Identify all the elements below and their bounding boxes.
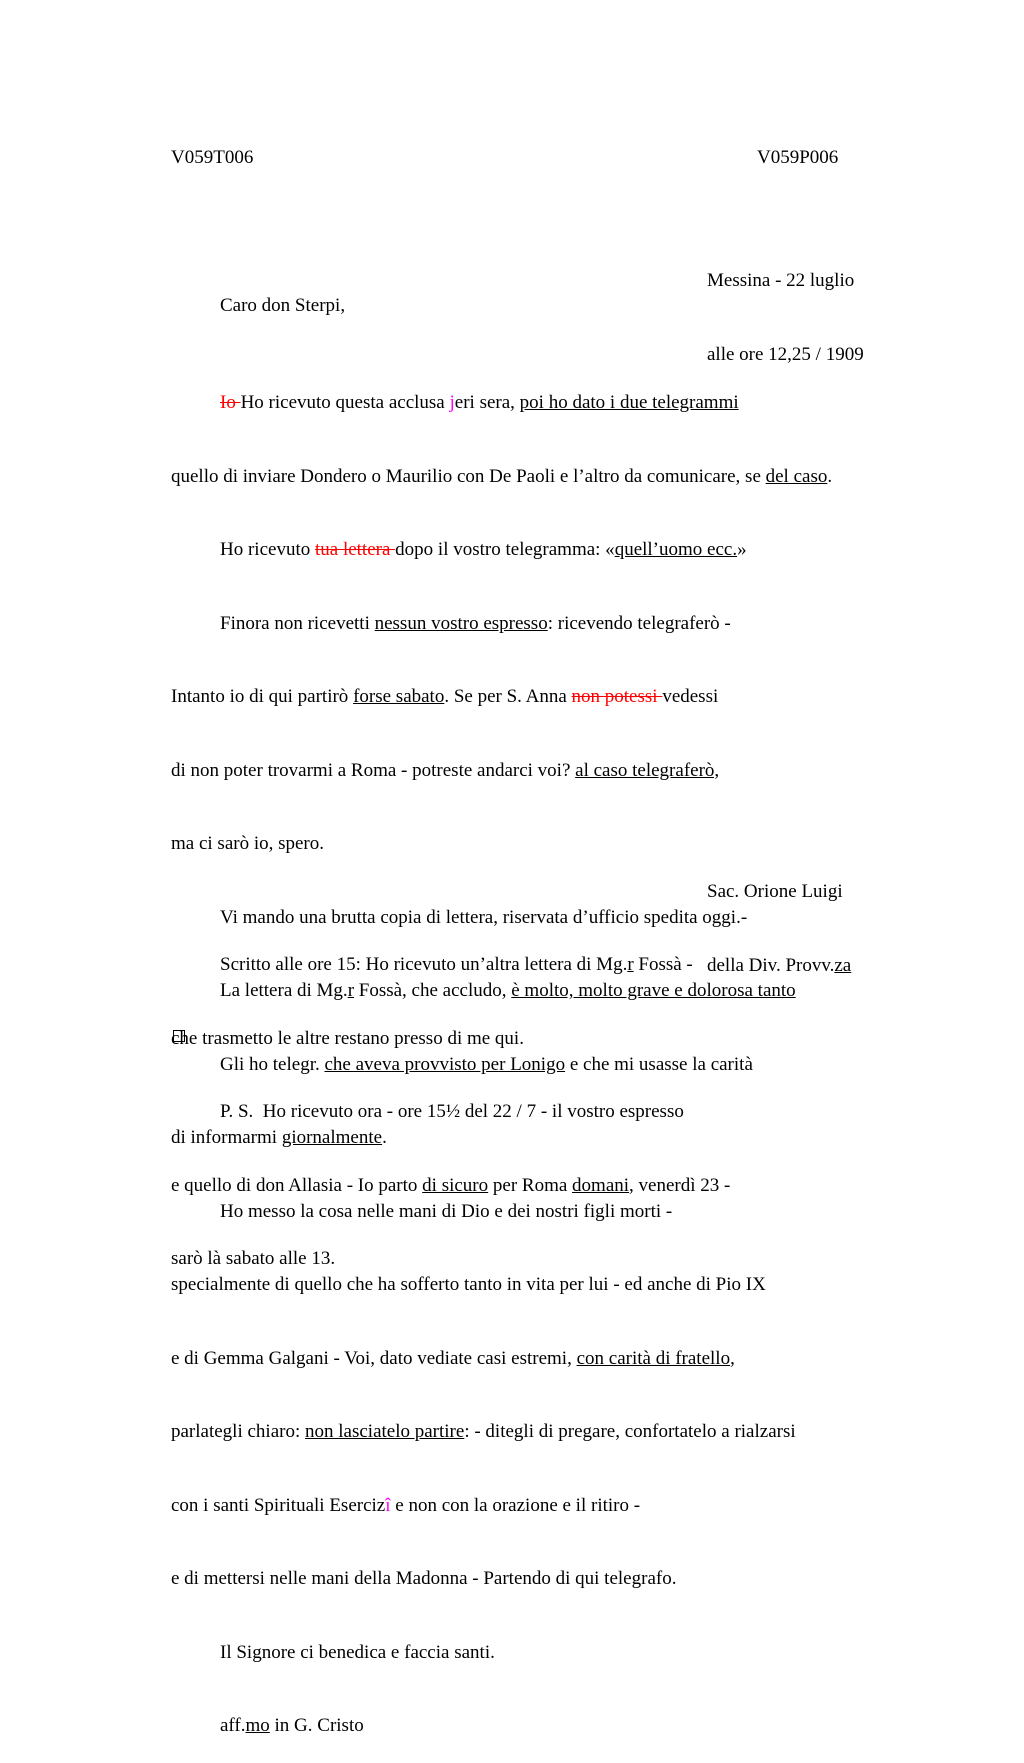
underlined-text: nessun vostro espresso — [374, 612, 548, 634]
body-line: e di Gemma Galgani - Voi, dato vediate casi estremi, con carità di fratello, — [171, 1347, 735, 1369]
place-date: Messina - 22 luglio — [707, 270, 855, 291]
postscript-line: P. S. Ho ricevuto ora - ore 15½ del 22 / 7 - il vostro espresso — [220, 1101, 684, 1122]
body-line: La lettera di Mg.r Fossà, che accludo, è molto, molto grave e dolorosa tanto — [220, 980, 796, 1001]
document-reference-right: V059P006 — [757, 147, 839, 168]
body-line: con i santi Spirituali Esercizî e non con la orazione e il ritiro - — [171, 1494, 641, 1516]
body-line: Gli ho telegr. che aveva provvisto per Lonigo e che mi usasse la carità — [220, 1053, 753, 1075]
deleted-text: Io — [220, 392, 241, 413]
underlined-text: mo — [245, 1715, 270, 1736]
body-line: parlategli chiaro: non lasciatelo partire: - ditegli di pregare, confortatelo a rialzarsi — [171, 1421, 796, 1442]
body-line: Io Ho ricevuto questa acclusa jeri sera, poi ho dato i due telegrammi — [220, 392, 739, 413]
underlined-text: al caso telegraferò, — [575, 759, 720, 781]
postscript-line: e quello di don Allasia - Io parto di sicuro per Roma domani, venerdì 23 - — [171, 1174, 731, 1196]
body-line: quello di inviare Dondero o Maurilio con De Paoli e l’altro da comunicare, se del caso. — [171, 465, 833, 487]
body-line: Vi mando una brutta copia di lettera, riservata d’ufficio spedita oggi.- — [220, 906, 748, 928]
body-line: Ho ricevuto tua lettera dopo il vostro telegramma: «quell’uomo ecc.» — [220, 539, 747, 560]
underlined-text: quell’uomo ecc. — [614, 539, 738, 560]
underlined-text: poi ho dato i due telegrammi — [519, 392, 739, 413]
body-line: Il Signore ci benedica e faccia santi. — [220, 1641, 495, 1663]
inserted-text: î — [385, 1494, 391, 1516]
underlined-text: del caso — [765, 465, 828, 487]
underlined-text: che aveva provvisto per Lonigo — [324, 1053, 566, 1075]
body-line: di non poter trovarmi a Roma - potreste andarci voi? al caso telegraferò, — [171, 759, 720, 781]
document-reference-left: V059T006 — [171, 147, 254, 168]
underlined-text: con carità di fratello — [576, 1347, 731, 1369]
body-line: Ho messo la cosa nelle mani di Dio e dei nostri figli morti - — [220, 1200, 673, 1222]
body-line: e di mettersi nelle mani della Madonna - Partendo di qui telegrafo. — [171, 1568, 677, 1589]
greeting: Caro don Sterpi, — [220, 295, 346, 316]
underlined-text: di sicuro — [422, 1174, 489, 1196]
underlined-text: non lasciatelo partire — [305, 1421, 465, 1442]
body-line: Intanto io di qui partirò forse sabato. Se per S. Anna non potessi vedessi — [171, 686, 719, 707]
time-year: alle ore 12,25 / 1909 — [707, 343, 864, 365]
underlined-text: forse sabato — [353, 686, 445, 707]
closing-line: aff.mo in G. Cristo — [220, 1715, 364, 1736]
underlined-text: r — [347, 980, 355, 1001]
signature-title: della Div. Provv.za — [707, 954, 852, 976]
underlined-text: domani — [572, 1174, 630, 1196]
postscript-line: Scritto alle ore 15: Ho ricevuto un’altra lettera di Mg.r Fossà - — [220, 954, 693, 975]
postscript — [171, 904, 730, 1296]
postscript-line: sarò là sabato alle 13. — [171, 1248, 336, 1269]
signature-name: Sac. Orione Luigi — [707, 881, 843, 902]
body-line: di informarmi giornalmente. — [171, 1127, 387, 1148]
body-line: Finora non ricevetti nessun vostro espresso: ricevendo telegraferò - — [220, 612, 731, 634]
underlined-text: r — [627, 954, 634, 975]
inserted-text: j — [449, 392, 455, 413]
deleted-text: non potessi — [571, 686, 663, 707]
postscript-line: che trasmetto le altre restano presso di me qui. — [171, 1027, 524, 1049]
underlined-text: è molto, molto grave e dolorosa tanto — [511, 980, 796, 1001]
underlined-text: giornalmente — [281, 1127, 383, 1148]
deleted-text: tua lettera — [314, 539, 396, 560]
underlined-text: za — [834, 954, 852, 976]
end-of-document-box-icon — [173, 1030, 185, 1042]
body-line: ma ci sarò io, spero. — [171, 833, 325, 854]
body-line: specialmente di quello che ha sofferto tanto in vita per lui - ed anche di Pio IX — [171, 1274, 766, 1295]
